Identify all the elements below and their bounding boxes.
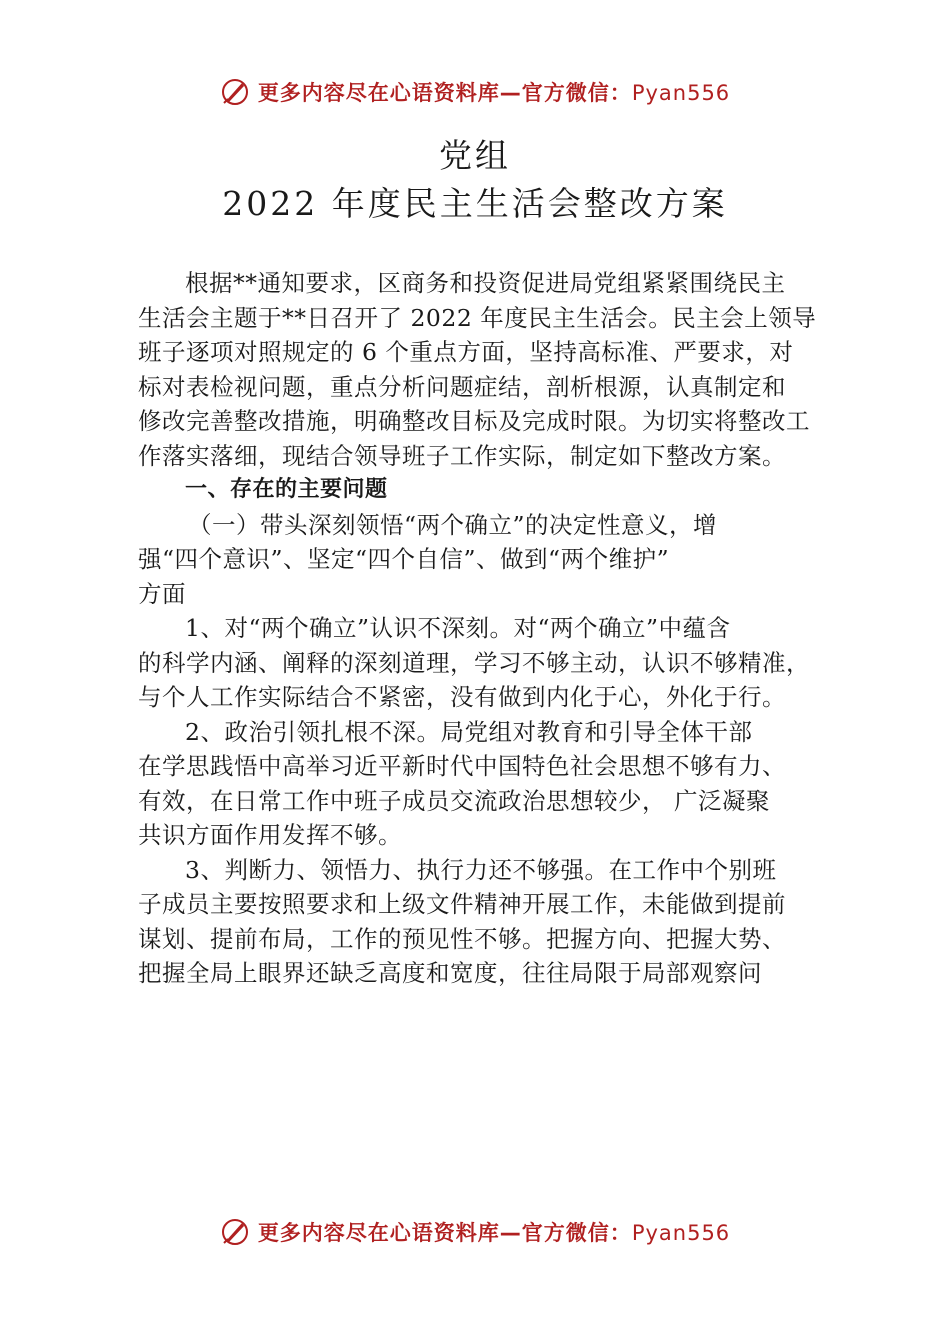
wechat-id: Pyan556 xyxy=(631,1221,731,1245)
body-line: 谋划、提前布局，工作的预见性不够。把握方向、把握大势、 xyxy=(138,924,786,953)
wechat-id: Pyan556 xyxy=(631,81,731,105)
body-line: 3、判断力、领悟力、执行力还不够强。在工作中个别班 xyxy=(185,855,777,884)
body-line: 1、对“两个确立”认识不深刻。对“两个确立”中蕴含 xyxy=(185,614,731,642)
subsection-heading: （一）带头深刻领悟“两个确立”的决定性意义，增 xyxy=(188,510,718,539)
watermark-banner-top xyxy=(0,72,950,112)
body-line: 修改完善整改措施，明确整改目标及完成时限。为切实将整改工 xyxy=(138,407,810,435)
body-line: 方面 xyxy=(138,579,186,608)
body-line: 在学思践悟中高举习近平新时代中国特色社会思想不够有力、 xyxy=(138,752,786,780)
document-title-line-2: 2022 年度民主生活会整改方案 xyxy=(222,184,728,223)
body-line: 标对表检视问题，重点分析问题症结，剖析根源，认真制定和 xyxy=(138,372,786,401)
document-title-line-1: 党组 xyxy=(439,136,511,175)
body-line: 与个人工作实际结合不紧密，没有做到内化于心，外化于行。 xyxy=(138,683,786,711)
quill-logo-icon xyxy=(220,77,250,107)
body-line: 把握全局上眼界还缺乏高度和宽度，往往局限于局部观察问 xyxy=(138,959,762,987)
watermark-text: 更多内容尽在心语资料库—官方微信：Pyan556 xyxy=(257,1221,731,1245)
body-line: 子成员主要按照要求和上级文件精神开展工作，未能做到提前 xyxy=(138,890,786,918)
body-line: 强“四个意识”、坚定“四个自信”、做到“两个维护” xyxy=(138,545,670,573)
body-line: 有效，在日常工作中班子成员交流政治思想较少， 广泛凝聚 xyxy=(138,786,770,815)
watermark-banner-bottom xyxy=(0,1212,950,1252)
body-line: 作落实落细，现结合领导班子工作实际，制定如下整改方案。 xyxy=(138,441,786,470)
document-body xyxy=(138,266,828,991)
body-line: 生活会主题于**日召开了 2022 年度民主生活会。民主会上领导 xyxy=(138,303,817,332)
body-line: 班子逐项对照规定的 6 个重点方面，坚持高标准、严要求，对 xyxy=(138,338,794,366)
watermark-text: 更多内容尽在心语资料库—官方微信：Pyan556 xyxy=(257,81,731,105)
body-line: 的科学内涵、阐释的深刻道理，学习不够主动，认识不够精准， xyxy=(138,648,810,677)
body-line: 根据**通知要求，区商务和投资促进局党组紧紧围绕民主 xyxy=(185,269,786,297)
body-line: 2、政治引领扎根不深。局党组对教育和引导全体干部 xyxy=(185,717,753,746)
quill-logo-icon xyxy=(220,1217,250,1247)
body-line: 共识方面作用发挥不够。 xyxy=(138,821,402,849)
section-heading: 一、存在的主要问题 xyxy=(185,477,388,502)
